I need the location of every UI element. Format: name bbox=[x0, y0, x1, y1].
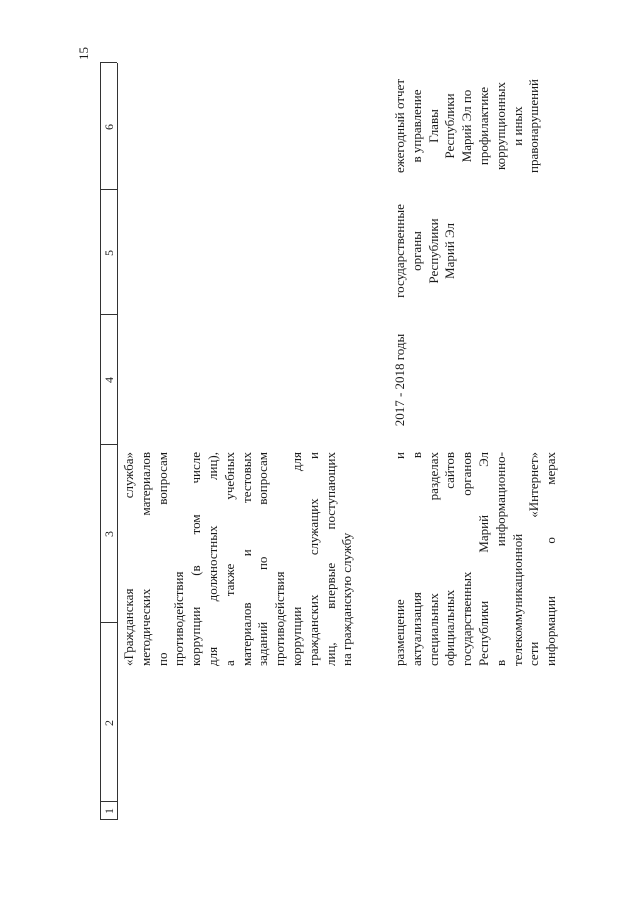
text-line: государственных органов bbox=[459, 452, 475, 666]
text-line: в управление bbox=[408, 89, 424, 163]
column-number-4: 4 bbox=[102, 377, 116, 383]
row1-col3-text bbox=[121, 452, 356, 666]
rotated-table bbox=[100, 60, 559, 820]
text-line: и иных bbox=[509, 106, 525, 146]
text-line: противодействия bbox=[171, 571, 187, 666]
text-line: ежегодный отчет bbox=[392, 79, 407, 173]
text-line: органы bbox=[408, 231, 424, 271]
header-bottom-line bbox=[117, 63, 118, 820]
row2-col4-period: 2017 - 2018 годы bbox=[392, 333, 407, 427]
text-line: заданий по вопросам bbox=[255, 452, 271, 666]
text-line: «Гражданская служба» bbox=[121, 452, 136, 666]
text-line: актуализация в bbox=[408, 452, 424, 666]
col-divider bbox=[100, 62, 117, 63]
column-number-6: 6 bbox=[102, 124, 116, 130]
text-line: Республики bbox=[425, 218, 441, 284]
text-line: информации о мерах bbox=[543, 452, 559, 666]
page-number: 15 bbox=[76, 47, 91, 60]
text-line: лиц, впервые поступающих bbox=[322, 452, 338, 666]
text-line: Марий Эл bbox=[442, 223, 458, 279]
row2-col3-text bbox=[392, 452, 560, 666]
text-line: противодействия bbox=[272, 571, 288, 666]
text-line: коррупционных bbox=[492, 82, 508, 171]
text-line: гражданских служащих и bbox=[305, 452, 321, 666]
text-line: правонарушений bbox=[526, 79, 542, 173]
column-number-2: 2 bbox=[102, 720, 116, 726]
text-line: материалов и тестовых bbox=[238, 452, 254, 666]
col-divider bbox=[100, 622, 117, 623]
col-divider bbox=[100, 314, 117, 315]
text-line: размещение и bbox=[392, 452, 407, 666]
text-line: Республики Марий Эл bbox=[475, 452, 491, 666]
col-divider bbox=[100, 189, 117, 190]
col-divider bbox=[100, 444, 117, 445]
row2-col5-responsible bbox=[392, 187, 459, 315]
text-line: профилактике bbox=[475, 86, 491, 166]
text-line: Главы bbox=[425, 109, 441, 143]
text-line: в информационно- bbox=[492, 452, 508, 666]
column-number-3: 3 bbox=[102, 531, 116, 537]
column-number-1: 1 bbox=[102, 808, 116, 814]
text-line: а также учебных bbox=[221, 452, 237, 666]
text-line: официальных сайтов bbox=[442, 452, 458, 666]
text-line: коррупции для bbox=[288, 452, 304, 666]
text-line: специальных разделах bbox=[425, 452, 441, 666]
text-line: на гражданскую службу bbox=[339, 532, 355, 666]
text-line: коррупции (в том числе bbox=[188, 452, 204, 666]
text-line: телекоммуникационной bbox=[509, 533, 525, 666]
text-line: Республики bbox=[442, 93, 458, 159]
text-line: сети «Интернет» bbox=[526, 452, 542, 666]
row2-col6-report bbox=[392, 62, 543, 190]
text-line: по вопросам bbox=[154, 452, 170, 666]
text-line: Марий Эл по bbox=[459, 89, 475, 163]
text-line: методических материалов bbox=[137, 452, 153, 666]
header-top-line bbox=[100, 63, 101, 820]
column-number-5: 5 bbox=[102, 250, 116, 256]
text-line: государственные bbox=[392, 204, 407, 298]
text-line: для должностных лиц), bbox=[204, 452, 220, 666]
